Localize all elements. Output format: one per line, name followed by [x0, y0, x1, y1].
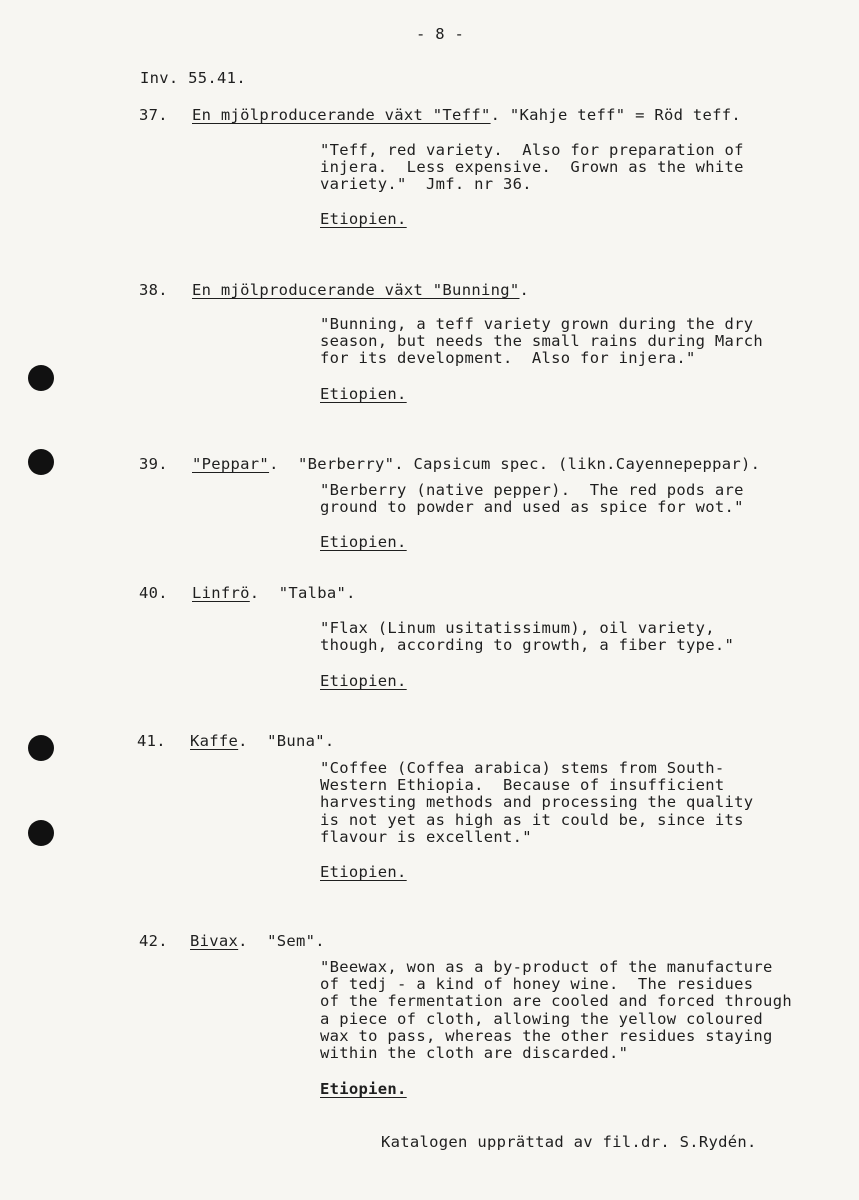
- description-line: harvesting methods and processing the quality: [320, 793, 754, 812]
- description-line: Western Ethiopia. Because of insufficient: [320, 776, 725, 795]
- description-line: flavour is excellent.": [320, 827, 532, 846]
- description-line: is not yet as high as it could be, since its: [320, 810, 744, 829]
- entry-38-title: En mjölproducerande växt "Bunning": [192, 281, 520, 299]
- description-line: of tedj - a kind of honey wine. The residues: [320, 975, 754, 994]
- entry-42-title: Bivax: [190, 932, 239, 950]
- entry-37-title: En mjölproducerande växt "Teff": [192, 106, 491, 124]
- catalogue-footer: Katalogen upprättad av fil.dr. S.Rydén.: [381, 1133, 757, 1151]
- entry-40-place: Etiopien.: [320, 672, 407, 690]
- entry-39-title: "Peppar": [192, 455, 270, 473]
- entry-41-description: [320, 760, 753, 846]
- entry-42-description: [320, 959, 792, 1062]
- description-line: within the cloth are discarded.": [320, 1044, 629, 1063]
- description-line: for its development. Also for injera.": [320, 349, 696, 368]
- entry-41-place: Etiopien.: [320, 863, 407, 881]
- entry-41-number: 41.: [137, 732, 166, 750]
- description-line: of the fermentation are cooled and forced through: [320, 992, 792, 1011]
- entry-37-place: Etiopien.: [320, 210, 407, 228]
- description-line: season, but needs the small rains during March: [320, 332, 764, 351]
- entry-39-heading: [192, 456, 760, 473]
- entry-42-number: 42.: [139, 932, 168, 950]
- description-line: injera. Less expensive. Grown as the white: [320, 158, 744, 177]
- entry-41-heading: [190, 733, 335, 750]
- entry-37-description: [320, 142, 744, 194]
- entry-38-place: Etiopien.: [320, 385, 407, 403]
- entry-38-heading: [192, 282, 529, 299]
- description-line: ground to powder and used as spice for wot.": [320, 498, 744, 517]
- entry-41-heading-rest: . "Buna".: [238, 732, 335, 750]
- entry-40-heading: [192, 585, 356, 602]
- description-line: "Flax (Linum usitatissimum), oil variety,: [320, 619, 715, 637]
- entry-42-heading: [190, 933, 325, 950]
- entry-40-number: 40.: [139, 584, 168, 602]
- entry-37-heading: [192, 107, 741, 124]
- description-line: variety." Jmf. nr 36.: [320, 175, 532, 194]
- entry-39-place: Etiopien.: [320, 533, 407, 551]
- entry-40-title: Linfrö: [192, 584, 250, 602]
- entry-40-description: [320, 620, 734, 654]
- entry-38-number: 38.: [139, 281, 168, 299]
- punch-hole: [28, 449, 54, 475]
- entry-37-heading-rest: . "Kahje teff" = Röd teff.: [490, 106, 742, 124]
- description-line: "Teff, red variety. Also for preparation of: [320, 141, 744, 159]
- inventory-number: Inv. 55.41.: [140, 69, 246, 87]
- punch-hole: [28, 735, 54, 761]
- entry-37-number: 37.: [139, 106, 168, 124]
- entry-42-place: Etiopien.: [320, 1080, 407, 1098]
- entry-38-description: [320, 316, 763, 368]
- entry-39-description: [320, 482, 744, 516]
- description-line: "Beewax, won as a by-product of the manufacture: [320, 958, 773, 976]
- entry-41-title: Kaffe: [190, 732, 239, 750]
- description-line: wax to pass, whereas the other residues staying: [320, 1026, 773, 1045]
- description-line: "Coffee (Coffea arabica) stems from South-: [320, 759, 725, 777]
- description-line: though, according to growth, a fiber type.": [320, 636, 735, 655]
- entry-39-heading-rest: . "Berberry". Capsicum spec. (likn.Cayennepeppar).: [269, 455, 761, 473]
- entry-38-heading-rest: .: [519, 281, 530, 299]
- entry-39-number: 39.: [139, 455, 168, 473]
- description-line: "Berberry (native pepper). The red pods are: [320, 481, 744, 499]
- description-line: a piece of cloth, allowing the yellow coloured: [320, 1009, 764, 1028]
- punch-hole: [28, 820, 54, 846]
- punch-hole: [28, 365, 54, 391]
- entry-42-heading-rest: . "Sem".: [238, 932, 325, 950]
- description-line: "Bunning, a teff variety grown during the dry: [320, 315, 754, 333]
- page-number: - 8 -: [416, 25, 465, 43]
- entry-40-heading-rest: . "Talba".: [249, 584, 356, 602]
